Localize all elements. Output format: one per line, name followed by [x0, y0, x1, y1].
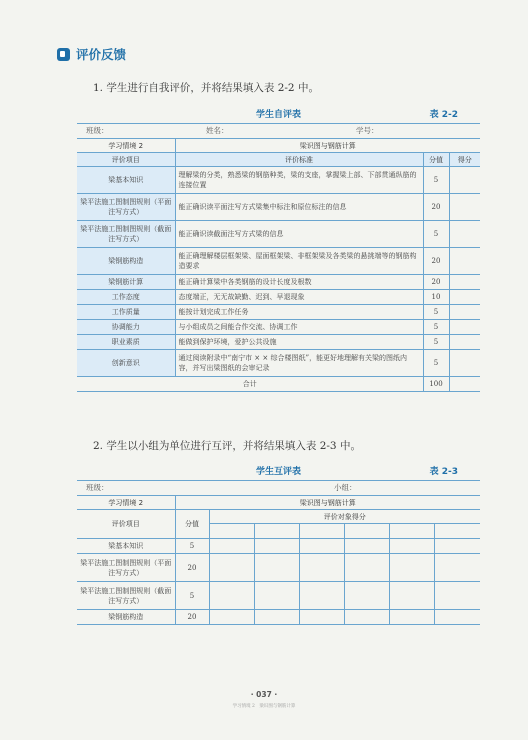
row-standard: 能按计划完成工作任务	[175, 305, 423, 320]
table-row	[77, 582, 480, 610]
header-row-1	[77, 510, 480, 524]
score-cell[interactable]	[434, 539, 480, 554]
header-targets: 评价对象得分	[209, 510, 480, 524]
row-item: 创新意识	[77, 350, 175, 377]
row-item: 梁平法施工图制图规则（截面注写方式）	[77, 221, 175, 248]
table-row	[77, 350, 480, 377]
row-score: 5	[423, 167, 449, 194]
section-bookmark-icon	[57, 48, 70, 61]
row-score: 5	[175, 582, 209, 610]
row-standard: 态度端正，无无故缺勤、迟到、早退现象	[175, 290, 423, 305]
scenario-row	[77, 496, 480, 510]
row-item: 梁钢筋计算	[77, 275, 175, 290]
scenario-label: 学习情境 2	[77, 496, 175, 510]
row-standard: 能正确识读截面注写方式梁的信息	[175, 221, 423, 248]
score-cell[interactable]	[254, 582, 299, 610]
score-cell[interactable]	[209, 582, 254, 610]
row-score: 5	[423, 350, 449, 377]
row-score: 20	[423, 248, 449, 275]
row-item: 工作态度	[77, 290, 175, 305]
row-score: 5	[423, 305, 449, 320]
table-row	[77, 194, 480, 221]
name-field: 姓名：	[206, 126, 229, 135]
section-heading	[57, 45, 126, 63]
row-item: 梁基本知识	[77, 539, 175, 554]
info-row	[77, 124, 480, 139]
header-item: 评价项目	[77, 153, 175, 167]
row-standard: 能正确识读平面注写方式梁集中标注和原位标注的信息	[175, 194, 423, 221]
score-cell[interactable]	[344, 610, 389, 625]
row-standard: 理解梁的分类，熟悉梁的钢筋种类，梁的支座，掌握梁上部、下部贯通纵筋的连接位置	[175, 167, 423, 194]
row-standard: 通过阅读附录中“南宁市 × × 综合楼图纸”，能更好地理解有关梁的图纸内容，并写出梁图纸的会审记录	[175, 350, 423, 377]
row-result-cell[interactable]	[449, 320, 480, 335]
score-cell[interactable]	[299, 554, 344, 582]
row-result-cell[interactable]	[449, 350, 480, 377]
peer-evaluation-table	[77, 480, 480, 625]
table-2-3-caption	[77, 464, 480, 478]
info-cell	[77, 124, 480, 139]
row-item: 梁钢筋构造	[77, 610, 175, 625]
table-row	[77, 305, 480, 320]
instruction-1: 1. 学生进行自我评价，并将结果填入表 2-2 中。	[93, 82, 319, 94]
row-result-cell[interactable]	[449, 221, 480, 248]
table-row	[77, 290, 480, 305]
row-score: 20	[175, 554, 209, 582]
total-label: 合计	[77, 377, 423, 392]
table-row	[77, 275, 480, 290]
table-row	[77, 221, 480, 248]
row-standard: 能做到保护环境，爱护公共设施	[175, 335, 423, 350]
group-field: 小组：	[334, 483, 357, 492]
table-2-3-title: 学生互评表	[255, 467, 301, 477]
row-item: 梁平法施工图制图规则（平面注写方式）	[77, 194, 175, 221]
row-item: 梁平法施工图制图规则（截面注写方式）	[77, 582, 175, 610]
row-score: 5	[423, 335, 449, 350]
row-item: 梁平法施工图制图规则（平面注写方式）	[77, 554, 175, 582]
row-score: 5	[423, 320, 449, 335]
row-item: 工作质量	[77, 305, 175, 320]
row-item: 协调能力	[77, 320, 175, 335]
score-cell[interactable]	[389, 610, 434, 625]
row-standard: 能正确计算梁中各类钢筋的设计长度及根数	[175, 275, 423, 290]
score-cell[interactable]	[254, 554, 299, 582]
scenario-value: 梁识图与钢筋计算	[175, 139, 480, 153]
total-result-cell[interactable]	[449, 377, 480, 392]
scenario-row	[77, 139, 480, 153]
table-row	[77, 335, 480, 350]
row-score: 20	[423, 275, 449, 290]
row-standard: 能正确理解楼层框架梁、屋面框架梁、非框架梁及各类梁的悬挑端等的钢筋构造要求	[175, 248, 423, 275]
header-score: 分值	[175, 510, 209, 539]
target-header-cell[interactable]	[389, 524, 434, 539]
score-cell[interactable]	[389, 582, 434, 610]
row-standard: 与小组成员之间能合作交流、协调工作	[175, 320, 423, 335]
score-cell[interactable]	[299, 610, 344, 625]
total-value: 100	[423, 377, 449, 392]
table-row	[77, 248, 480, 275]
score-cell[interactable]	[434, 582, 480, 610]
table-row	[77, 167, 480, 194]
table-2-2-number: 表 2-2	[429, 110, 458, 120]
section-title: 评价反馈	[76, 47, 127, 62]
running-footer: 学习情境 2 梁识图与钢筋计算	[232, 704, 296, 709]
row-score: 5	[423, 221, 449, 248]
score-cell[interactable]	[389, 554, 434, 582]
info-fields	[80, 126, 477, 136]
score-cell[interactable]	[344, 582, 389, 610]
target-header-cell[interactable]	[209, 524, 254, 539]
score-cell[interactable]	[344, 554, 389, 582]
header-score: 分值	[423, 153, 449, 167]
score-cell[interactable]	[254, 539, 299, 554]
row-result-cell[interactable]	[449, 248, 480, 275]
score-cell[interactable]	[344, 539, 389, 554]
row-result-cell[interactable]	[449, 305, 480, 320]
score-cell[interactable]	[389, 539, 434, 554]
class-field: 班级：	[86, 483, 109, 492]
page-number: · 037 ·	[250, 690, 278, 699]
score-cell[interactable]	[434, 554, 480, 582]
total-row	[77, 377, 480, 392]
score-cell[interactable]	[299, 582, 344, 610]
table-row	[77, 554, 480, 582]
row-result-cell[interactable]	[449, 290, 480, 305]
header-item: 评价项目	[77, 510, 175, 539]
header-row	[77, 153, 480, 167]
score-cell[interactable]	[299, 539, 344, 554]
header-result: 得分	[449, 153, 480, 167]
target-header-cell[interactable]	[344, 524, 389, 539]
header-standard: 评价标准	[175, 153, 423, 167]
score-cell[interactable]	[209, 610, 254, 625]
table-2-3-number: 表 2-3	[429, 467, 458, 477]
target-header-cell[interactable]	[254, 524, 299, 539]
row-score: 20	[175, 610, 209, 625]
score-cell[interactable]	[209, 539, 254, 554]
target-header-cell[interactable]	[434, 524, 480, 539]
student-id-field: 学号：	[356, 126, 379, 135]
row-score: 20	[423, 194, 449, 221]
score-cell[interactable]	[434, 610, 480, 625]
scenario-label: 学习情境 2	[77, 139, 175, 153]
row-item: 梁基本知识	[77, 167, 175, 194]
score-cell[interactable]	[254, 610, 299, 625]
scenario-value: 梁识图与钢筋计算	[175, 496, 480, 510]
row-item: 职业素质	[77, 335, 175, 350]
instruction-2: 2. 学生以小组为单位进行互评，并将结果填入表 2-3 中。	[93, 440, 361, 452]
table-2-2-caption	[77, 107, 480, 121]
table-2-2-title: 学生自评表	[255, 110, 301, 120]
info-row	[77, 481, 480, 496]
class-field: 班级：	[86, 126, 109, 135]
table-row	[77, 539, 480, 554]
info-cell	[77, 481, 480, 496]
score-cell[interactable]	[209, 554, 254, 582]
target-header-cell[interactable]	[299, 524, 344, 539]
table-row	[77, 320, 480, 335]
row-result-cell[interactable]	[449, 275, 480, 290]
self-evaluation-table	[77, 123, 480, 392]
row-score: 10	[423, 290, 449, 305]
row-score: 5	[175, 539, 209, 554]
info-fields	[80, 483, 477, 493]
row-result-cell[interactable]	[449, 335, 480, 350]
table-row	[77, 610, 480, 625]
row-item: 梁钢筋构造	[77, 248, 175, 275]
row-result-cell[interactable]	[449, 167, 480, 194]
row-result-cell[interactable]	[449, 194, 480, 221]
